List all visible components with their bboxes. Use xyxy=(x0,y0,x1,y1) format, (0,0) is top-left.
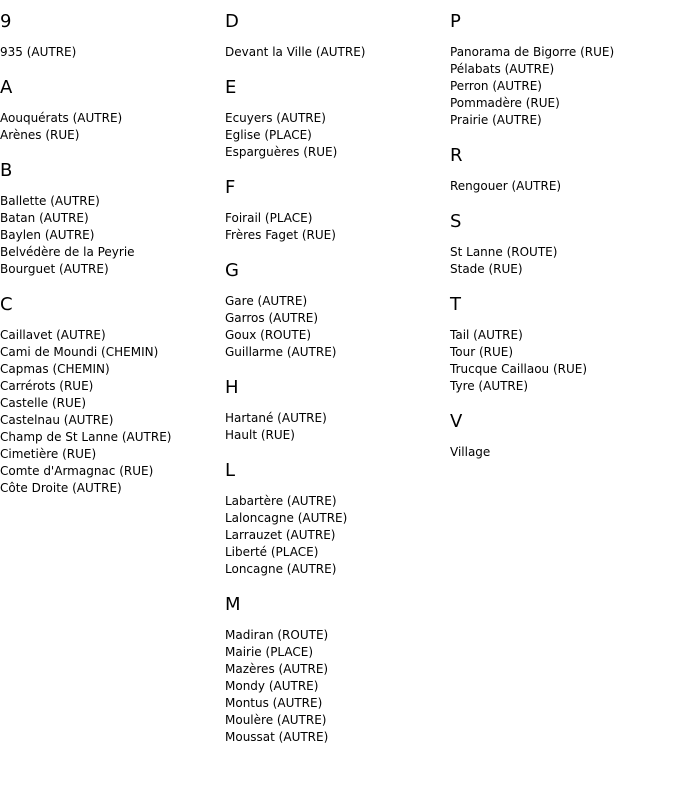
street-link[interactable]: Guillarme (AUTRE) xyxy=(225,345,337,359)
street-list xyxy=(0,327,220,497)
street-link[interactable]: Moulère (AUTRE) xyxy=(225,713,327,727)
street-link[interactable]: Castelnau (AUTRE) xyxy=(0,413,114,427)
letter-heading: A xyxy=(0,77,13,98)
street-link[interactable]: Eglise (PLACE) xyxy=(225,128,312,142)
street-link[interactable]: Hault (RUE) xyxy=(225,428,295,442)
street-link[interactable]: Larrauzet (AUTRE) xyxy=(225,528,336,542)
letter-heading: F xyxy=(225,177,236,198)
street-link[interactable]: Montus (AUTRE) xyxy=(225,696,323,710)
street-link[interactable]: Bourguet (AUTRE) xyxy=(0,262,109,276)
letter-group xyxy=(0,10,220,61)
street-list xyxy=(225,410,445,444)
street-link[interactable]: Cimetière (RUE) xyxy=(0,447,97,461)
street-link[interactable]: Aouquérats (AUTRE) xyxy=(0,111,123,125)
street-link[interactable]: Arènes (RUE) xyxy=(0,128,80,142)
letter-heading: P xyxy=(450,11,461,32)
street-link[interactable]: Trucque Caillaou (RUE) xyxy=(450,362,588,376)
street-link[interactable]: Liberté (PLACE) xyxy=(225,545,319,559)
letter-group xyxy=(225,459,445,578)
letter-heading: E xyxy=(225,77,237,98)
letter-group xyxy=(0,159,220,278)
street-list xyxy=(225,627,445,746)
street-link[interactable]: Esparguères (RUE) xyxy=(225,145,338,159)
street-link[interactable]: Ecuyers (AUTRE) xyxy=(225,111,326,125)
letter-heading: 9 xyxy=(0,11,12,32)
street-link[interactable]: Cami de Moundi (CHEMIN) xyxy=(0,345,159,359)
letter-group xyxy=(450,144,670,195)
street-link[interactable]: Ballette (AUTRE) xyxy=(0,194,100,208)
street-link[interactable]: Prairie (AUTRE) xyxy=(450,113,542,127)
letter-heading: T xyxy=(450,294,461,315)
street-link[interactable]: Garros (AUTRE) xyxy=(225,311,319,325)
street-link[interactable]: Village xyxy=(450,445,491,459)
letter-heading: S xyxy=(450,211,462,232)
street-link[interactable]: Goux (ROUTE) xyxy=(225,328,312,342)
street-link[interactable]: Gare (AUTRE) xyxy=(225,294,308,308)
letter-group xyxy=(225,593,445,746)
street-link[interactable]: Capmas (CHEMIN) xyxy=(0,362,110,376)
street-link[interactable]: Mondy (AUTRE) xyxy=(225,679,319,693)
street-list xyxy=(450,444,670,461)
street-link[interactable]: Mazères (AUTRE) xyxy=(225,662,329,676)
letter-heading: M xyxy=(225,594,241,615)
street-link[interactable]: Devant la Ville (AUTRE) xyxy=(225,45,366,59)
index-column xyxy=(0,10,220,512)
letter-group xyxy=(225,376,445,444)
letter-group xyxy=(0,293,220,497)
street-link[interactable]: Laloncagne (AUTRE) xyxy=(225,511,348,525)
letter-group xyxy=(225,259,445,361)
street-link[interactable]: 935 (AUTRE) xyxy=(0,45,77,59)
street-link[interactable]: Panorama de Bigorre (RUE) xyxy=(450,45,615,59)
letter-heading: H xyxy=(225,377,239,398)
letter-group xyxy=(0,76,220,144)
street-list xyxy=(0,44,220,61)
street-link[interactable]: Madiran (ROUTE) xyxy=(225,628,329,642)
street-list xyxy=(225,493,445,578)
letter-heading: D xyxy=(225,11,239,32)
street-list xyxy=(225,293,445,361)
letter-group xyxy=(450,410,670,461)
street-link[interactable]: Perron (AUTRE) xyxy=(450,79,542,93)
street-link[interactable]: Foirail (PLACE) xyxy=(225,211,313,225)
letter-group xyxy=(450,293,670,395)
letter-heading: C xyxy=(0,294,13,315)
letter-heading: V xyxy=(450,411,463,432)
letter-heading: R xyxy=(450,145,463,166)
street-link[interactable]: St Lanne (ROUTE) xyxy=(450,245,558,259)
street-list xyxy=(225,210,445,244)
letter-group xyxy=(450,210,670,278)
street-link[interactable]: Tour (RUE) xyxy=(450,345,514,359)
letter-group xyxy=(450,10,670,129)
street-list xyxy=(450,178,670,195)
street-list xyxy=(0,110,220,144)
letter-heading: L xyxy=(225,460,236,481)
street-link[interactable]: Frères Faget (RUE) xyxy=(225,228,336,242)
street-list xyxy=(0,193,220,278)
street-link[interactable]: Rengouer (AUTRE) xyxy=(450,179,562,193)
street-link[interactable]: Castelle (RUE) xyxy=(0,396,87,410)
street-link[interactable]: Carrérots (RUE) xyxy=(0,379,94,393)
street-link[interactable]: Tyre (AUTRE) xyxy=(450,379,529,393)
street-link[interactable]: Mairie (PLACE) xyxy=(225,645,314,659)
street-link[interactable]: Loncagne (AUTRE) xyxy=(225,562,337,576)
street-link[interactable]: Hartané (AUTRE) xyxy=(225,411,327,425)
street-link[interactable]: Batan (AUTRE) xyxy=(0,211,89,225)
letter-group xyxy=(225,10,445,61)
street-link[interactable]: Pélabats (AUTRE) xyxy=(450,62,555,76)
street-link[interactable]: Labartère (AUTRE) xyxy=(225,494,337,508)
street-link[interactable]: Tail (AUTRE) xyxy=(450,328,523,342)
letter-heading: B xyxy=(0,160,13,181)
street-link[interactable]: Côte Droite (AUTRE) xyxy=(0,481,122,495)
letter-group xyxy=(225,76,445,161)
letter-heading: G xyxy=(225,260,239,281)
street-list xyxy=(450,327,670,395)
street-list xyxy=(225,110,445,161)
letter-group xyxy=(225,176,445,244)
street-link[interactable]: Champ de St Lanne (AUTRE) xyxy=(0,430,172,444)
street-list xyxy=(450,244,670,278)
index-column xyxy=(450,10,670,476)
street-link[interactable]: Pommadère (RUE) xyxy=(450,96,560,110)
street-link[interactable]: Moussat (AUTRE) xyxy=(225,730,329,744)
street-link[interactable]: Belvédère de la Peyrie xyxy=(0,245,135,259)
street-link[interactable]: Baylen (AUTRE) xyxy=(0,228,95,242)
street-list xyxy=(225,44,445,61)
street-link[interactable]: Caillavet (AUTRE) xyxy=(0,328,106,342)
street-list xyxy=(450,44,670,129)
street-link[interactable]: Comte d'Armagnac (RUE) xyxy=(0,464,154,478)
street-link[interactable]: Stade (RUE) xyxy=(450,262,523,276)
index-column xyxy=(225,10,445,761)
